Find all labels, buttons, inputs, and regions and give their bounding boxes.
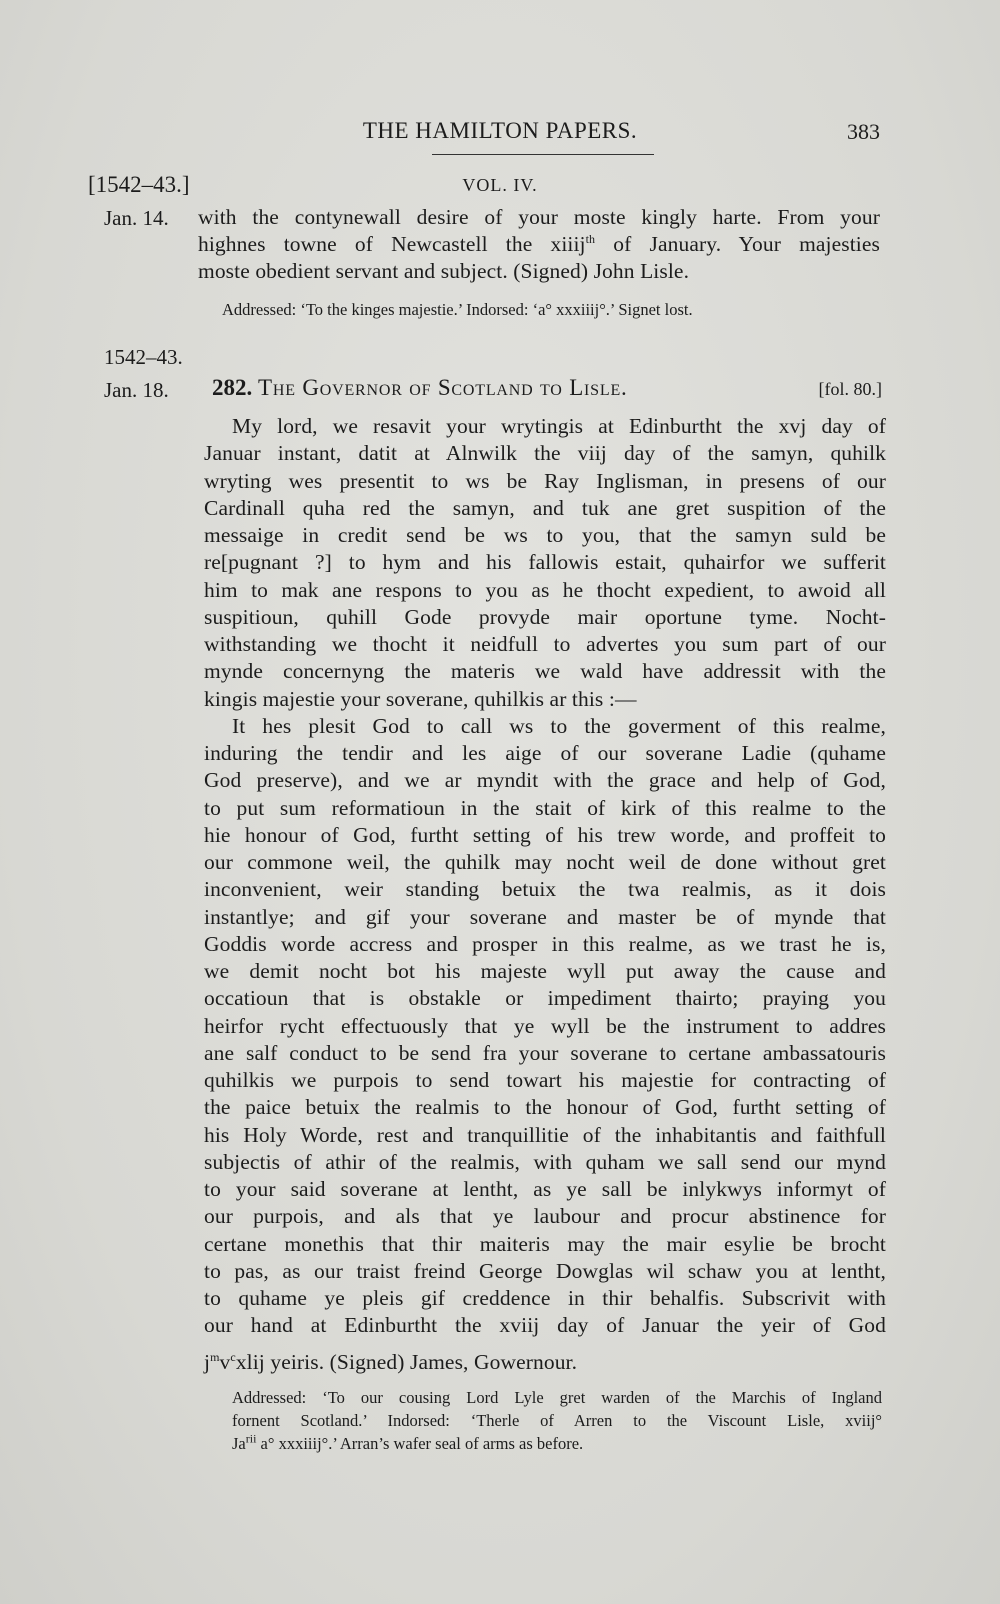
- letter-body-line: Cardinall quha red the samyn, and tuk ane gret suspition of the: [204, 496, 886, 520]
- letter-body-line: certane monethis that thir maiteris may the mair esylie be brocht: [204, 1232, 886, 1256]
- letter-body-line: we demit nocht bot his majeste wyll put away the cause and: [204, 959, 886, 983]
- letter-body-line: heirfor rycht effectuously that ye wyll be the instrument to addres: [204, 1014, 886, 1038]
- letter-body-line: to pas, as our traist freind George Dowglas wil schaw you at lentht,: [204, 1259, 886, 1283]
- letter-body-line: our hand at Edinburtht the xviij day of Januar the yeir of God: [204, 1313, 886, 1337]
- letter-body-line: God preserve), and we ar myndit with the grace and help of God,: [204, 768, 886, 792]
- letter-body-line: withstanding we thocht it neidfull to advertes you sum part of our: [204, 632, 886, 656]
- letter-body-line: $j^mv^cxlij$ yeiris. (Signed) James, Gowernour.: [204, 1349, 578, 1374]
- letter-body-line: kingis majestie your soverane, quhilkis ar this :—: [204, 687, 637, 711]
- letter-body-line: his Holy Worde, rest and tranquillitie of the inhabitantis and faithfull: [204, 1123, 886, 1147]
- letter-end-line: moste obedient servant and subject. (Signed) John Lisle.: [198, 259, 690, 283]
- volume-label: VOL. IV.: [462, 175, 538, 195]
- margin-date-jan-18: Jan. 18.: [104, 378, 169, 402]
- letter-body-line: our commone weil, the quhilk may nocht weil de done without gret: [204, 850, 886, 874]
- margin-date-jan-14: Jan. 14.: [104, 206, 169, 230]
- address-note: Addressed: ‘To the kinges majestie.’ Indorsed: ‘a° xxxiiij°.’ Signet lost.: [222, 300, 693, 319]
- entry-title: The Governor of Scotland to Lisle.: [258, 375, 628, 400]
- letter-body-line: ane salf conduct to be send fra your soverane to certane ambassatouris: [204, 1041, 886, 1065]
- letter-body-line: wryting wes presentit to ws be Ray Inglisman, in presens of our: [204, 469, 886, 493]
- letter-end-line: highnes towne of Newcastell the xiiij$^{th}$ of January. Your majesties: [198, 231, 880, 256]
- entry-number: 282.: [212, 375, 253, 400]
- letter-body-line: hie honour of God, furtht setting of his trew worde, and proffeit to: [204, 823, 886, 847]
- running-title: THE HAMILTON PAPERS.: [362, 118, 638, 143]
- letter-body-line: inconvenient, weir standing betuix the twa realmis, as it dois: [204, 877, 886, 901]
- letter-body-line: to put sum reformatioun in the stait of kirk of this realme to the: [204, 796, 886, 820]
- letter-body-line: My lord, we resavit your wrytingis at Edinburtht the xvj day of: [232, 414, 886, 438]
- letter-body-line: quhilkis we purpois to send towart his majestie for contracting of: [204, 1068, 886, 1092]
- letter-body-line: mynde concernyng the materis we wald have addressit with the: [204, 659, 886, 683]
- letter-body-line: to your said soverane at lentht, as ye sall be inlykwys informyt of: [204, 1177, 886, 1201]
- letter-body-line: Januar instant, datit at Alnwilk the viij day of the samyn, quhilk: [204, 441, 886, 465]
- letter-body-line: Goddis worde accress and prosper in this realme, as we trast he is,: [204, 932, 886, 956]
- entry-heading: [212, 375, 628, 401]
- address-note-line: Addressed: ‘To our cousing Lord Lyle gret warden of the Marchis of Ingland: [232, 1388, 882, 1407]
- folio-reference: [fol. 80.]: [818, 379, 882, 399]
- letter-body-line: induring the tendir and les aige of our soverane Ladie (quhame: [204, 741, 886, 765]
- letter-body-line: suspitioun, quhill Gode provyde mair oportune tyme. Nocht-: [204, 605, 886, 629]
- page-number: 383: [847, 119, 880, 144]
- letter-body-line: our purpois, and als that ye laubour and procur abstinence for: [204, 1204, 886, 1228]
- letter-body-line: instantlye; and gif your soverane and master be of mynde that: [204, 905, 886, 929]
- margin-year: 1542–43.: [104, 345, 183, 369]
- title-rule: [432, 154, 654, 155]
- address-note-line: fornent Scotland.’ Indorsed: ‘Therle of Arren to the Viscount Lisle, xviij°: [232, 1411, 882, 1430]
- letter-body-line: subjectis of athir of the realmis, with quham we sall send our mynd: [204, 1150, 886, 1174]
- letter-body-line: the paice betuix the realmis to the honour of God, furtht setting of: [204, 1095, 886, 1119]
- letter-body-line: messaige in credit send be ws to you, that the samyn suld be: [204, 523, 886, 547]
- address-note-line: $Ja^{rii}$ a° xxxiiij°.’ Arran’s wafer seal of arms as before.: [232, 1431, 584, 1453]
- letter-body-line: occatioun that is obstakle or impediment thairto; praying you: [204, 986, 886, 1010]
- letter-end-line: with the contynewall desire of your moste kingly harte. From your: [198, 205, 880, 229]
- letter-body-line: It hes plesit God to call ws to the goverment of this realme,: [232, 714, 886, 738]
- letter-body-line: re[pugnant ?] to hym and his fallowis estait, quhairfor we sufferit: [204, 550, 886, 574]
- year-bracket: [1542–43.]: [88, 172, 190, 197]
- letter-body-line: to quhame ye pleis gif creddence in thir behalfis. Subscrivit with: [204, 1286, 886, 1310]
- letter-body-line: him to mak ane respons to you as he thocht expedient, to awoid all: [204, 578, 886, 602]
